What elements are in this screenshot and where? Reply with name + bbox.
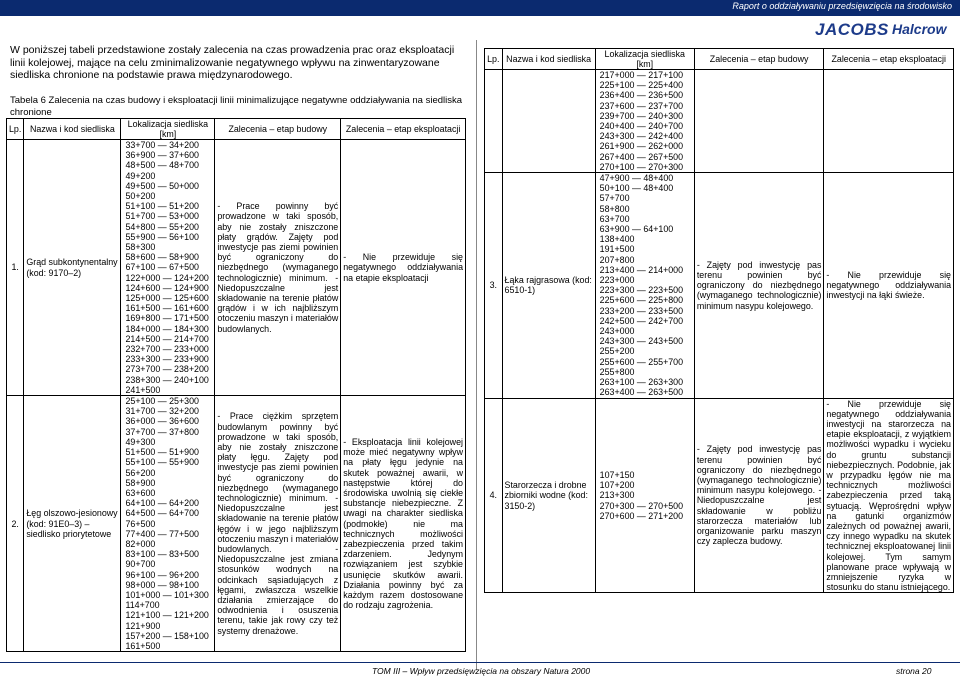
column-divider — [476, 40, 477, 670]
location-item: 56+200 — [125, 467, 156, 478]
habitat-name: Łąka rajgrasowa (kod: 6510-1) — [502, 173, 595, 398]
location-item: 64+500 — 64+700 — [125, 508, 199, 519]
halcrow-logo: Halcrow — [892, 21, 947, 37]
col-lp: Lp. — [485, 49, 503, 70]
location-item: 225+100 — 225+400 — [599, 80, 684, 91]
location-item: 121+900 — [125, 620, 161, 631]
location-item: 267+400 — 267+500 — [599, 151, 684, 162]
location-item: 122+000 — 124+200 — [125, 272, 209, 283]
table-header-row — [485, 49, 954, 70]
location-item: 31+700 — 32+200 — [125, 406, 199, 417]
location-item: 58+300 — [125, 242, 156, 253]
location-item: 51+100 — 51+200 — [125, 201, 199, 212]
table-header-row — [7, 119, 466, 140]
location-item: 37+700 — 37+800 — [125, 426, 199, 437]
location-item: 263+100 — 263+300 — [599, 377, 684, 388]
recommendations-table-left — [6, 118, 466, 652]
location-item: 225+600 — 225+800 — [599, 295, 684, 306]
location-item: 57+700 — [599, 193, 630, 204]
location-item: 54+800 — 55+200 — [125, 221, 199, 232]
location-item: 233+200 — 233+500 — [599, 305, 684, 316]
footer-rule — [0, 662, 960, 663]
location-item: 33+700 — 34+200 — [125, 140, 199, 150]
location-item: 270+300 — 270+500 — [599, 500, 684, 511]
location-item: 243+000 — [599, 326, 635, 337]
location-item: 55+900 — 56+100 — [125, 231, 199, 242]
location-list — [595, 398, 694, 593]
page-number: strona 20 — [896, 666, 932, 676]
table-caption: Tabela 6 Zalecenia na czas budowy i eksploatacji linii minimalizujące negatywne oddziaływania na siedliska chronione — [10, 95, 463, 118]
location-item: 138+400 — [599, 234, 635, 245]
col-build: Zalecenia – etap budowy — [215, 119, 341, 140]
location-item: 169+800 — 171+500 — [125, 313, 209, 324]
location-item: 261+900 — 262+000 — [599, 141, 684, 152]
location-item: 51+500 — 51+900 — [125, 447, 199, 458]
build-recommendation — [694, 70, 824, 173]
col-location: Lokalizacja siedliska [km] — [121, 119, 215, 140]
row-lp: 4. — [485, 398, 503, 593]
location-item: 184+000 — 184+300 — [125, 323, 209, 334]
location-item: 58+900 — [125, 477, 156, 488]
col-build: Zalecenia – etap budowy — [694, 49, 824, 70]
location-item: 107+150 — [599, 469, 635, 480]
operation-recommendation: - Nie przewiduje się negatywnego oddziaływania inwestycji na łąki świeże. — [824, 173, 954, 398]
location-item: 49+300 — [125, 436, 156, 447]
location-item: 64+100 — 64+200 — [125, 498, 199, 509]
location-item: 237+600 — 237+700 — [599, 100, 684, 111]
location-item: 255+800 — [599, 366, 635, 377]
location-item: 207+800 — [599, 254, 635, 265]
location-item: 96+100 — 96+200 — [125, 569, 199, 580]
location-item: 236+400 — 236+500 — [599, 90, 684, 101]
table-row — [485, 70, 954, 173]
location-item: 191+500 — [599, 244, 635, 255]
location-list — [595, 70, 694, 173]
logo-bar — [0, 16, 960, 39]
location-item: 76+500 — [125, 518, 156, 529]
habitat-name: Łęg olszowo-jesionowy (kod: 91E0–3) – siedlisko priorytetowe — [24, 396, 121, 652]
location-item: 55+100 — 55+900 — [125, 457, 199, 468]
row-lp — [485, 70, 503, 173]
location-item: 82+000 — [125, 538, 156, 549]
location-item: 232+700 — 233+000 — [125, 344, 209, 355]
location-item: 67+100 — 67+500 — [125, 262, 199, 273]
row-lp: 1. — [7, 140, 24, 396]
location-item: 98+000 — 98+100 — [125, 579, 199, 590]
location-item: 223+000 — [599, 275, 635, 286]
location-item: 161+500 — [125, 640, 161, 651]
location-item: 124+600 — 124+900 — [125, 282, 209, 293]
operation-recommendation: - Eksploatacja linii kolejowej może mieć negatywny wpływ na płaty łęgu jedynie na skutek poważnej awarii, w następstwie której do środowiska uwolnią się ciekłe substancje niebezpieczne. Z uwagi na charakter siedliska (podmokłe) nie ma technicznych możliwości zabezpieczenia przed takim zdarzeniem. Jedynym rozwiązaniem jest szybkie usunięcie skutków awarii. Działania powinny być za każdym razem dostosowane do rodzaju zagrożenia. — [341, 396, 466, 652]
location-item: 161+500 — 161+600 — [125, 303, 209, 314]
location-item: 90+700 — [125, 559, 156, 570]
location-item: 273+700 — 238+200 — [125, 364, 209, 375]
location-item: 255+600 — 255+700 — [599, 356, 684, 367]
location-list — [121, 140, 215, 396]
location-item: 36+000 — 36+600 — [125, 416, 199, 427]
location-item: 255+200 — [599, 346, 635, 357]
location-item: 213+300 — [599, 490, 635, 501]
location-item: 49+200 — [125, 170, 156, 181]
location-item: 58+600 — 58+900 — [125, 252, 199, 263]
location-item: 48+500 — 48+700 — [125, 160, 199, 171]
location-list — [595, 173, 694, 398]
location-item: 233+300 — 233+900 — [125, 354, 209, 365]
table-row — [485, 398, 954, 593]
operation-recommendation: - Nie przewiduje się negatywnego oddziaływania inwestycji na starorzecza na etapie eksploatacji, z wyjątkiem możliwości wypadku i wycieku do gruntu substancji niebezpiecznych. Podobnie, jak w przypadku łęgów nie ma technicznych możliwości zabezpieczenia przed taką sytuacją. Węprośrędni wpływ na gatunki organizmów zależnych od poważnej awarii, czy innego wypadku na skutek technicznej eksploatowanej linii kolejowej. Tym samym planowane prace wpływają w zmniejszenie ryzyka w stosunku do stanu istniejącego. — [824, 398, 954, 593]
intro-paragraph: W poniższej tabeli przedstawione zostały zalecenia na czas prowadzenia prac oraz eksploatacji linii kolejowej, mające na celu zminimalizowanie negatywnego wpływu na zinwentaryzowane siedliska chronione na podstawie prawa międzynarodowego. — [10, 44, 455, 81]
report-title: Raport o oddziaływaniu przedsięwzięcia na środowisko — [732, 1, 952, 11]
location-item: 270+100 — 270+300 — [599, 161, 684, 172]
col-name: Nazwa i kod siedliska — [502, 49, 595, 70]
report-header-bar — [0, 0, 960, 16]
operation-recommendation: - Nie przewiduje się negatywnego oddziaływania na etapie eksploatacji — [341, 140, 466, 396]
location-item: 125+000 — 125+600 — [125, 293, 209, 304]
location-item: 243+300 — 243+500 — [599, 336, 684, 347]
habitat-name: Starorzecza i drobne zbiorniki wodne (kod: 3150-2) — [502, 398, 595, 593]
col-operation: Zalecenia – etap eksploatacji — [824, 49, 954, 70]
footer-title: TOM III – Wpływ przedsięwzięcia na obszary Natura 2000 — [372, 666, 591, 676]
location-item: 47+900 — 48+400 — [599, 173, 674, 184]
build-recommendation: - Prace powinny być prowadzone w taki sposób, aby nie zostały zniszczone płaty grądów. Zajęty pod inwestycje pas ziemi powinien być ograniczony do niezbędnego (wymaganego technologicznie) minimum. - Niedopuszczalne jest składowanie na terenie płatów grądów i w ich najbliższym otoczeniu maszyn i materiałów budowlanych. — [215, 140, 341, 396]
location-item: 51+700 — 53+000 — [125, 211, 199, 222]
location-item: 63+900 — 64+100 — [599, 224, 674, 235]
location-item: 50+100 — 48+400 — [599, 183, 674, 194]
location-item: 63+700 — [599, 213, 630, 224]
location-item: 242+500 — 242+700 — [599, 315, 684, 326]
table-row — [7, 396, 466, 652]
col-lp: Lp. — [7, 119, 24, 140]
recommendations-table-right — [484, 48, 954, 593]
location-item: 36+900 — 37+600 — [125, 150, 199, 161]
location-item: 114+700 — [125, 600, 160, 611]
build-recommendation: - Zajęty pod inwestycję pas terenu powinien być ograniczony do niezbędnego (wymaganego technologicznie) minimum nasypu kolejowego. - Niedopuszczalne jest składowanie w pobliżu starorzecza materiałów lub organizowanie parku maszyn czy zaplecza budowy. — [694, 398, 824, 593]
location-item: 83+100 — 83+500 — [125, 549, 199, 560]
location-item: 25+100 — 25+300 — [125, 396, 199, 407]
build-recommendation: - Zajęty pod inwestycję pas terenu powinien być ograniczony do niezbędnego (wymaganego technologicznie) minimum nasypu kolejowego. — [694, 173, 824, 398]
row-lp: 3. — [485, 173, 503, 398]
location-item: 50+200 — [125, 191, 156, 202]
location-item: 240+400 — 240+700 — [599, 121, 684, 132]
location-item: 157+200 — 158+100 — [125, 630, 209, 641]
location-list — [121, 396, 215, 652]
jacobs-logo: JACOBS — [815, 20, 889, 39]
col-name: Nazwa i kod siedliska — [24, 119, 121, 140]
location-item: 49+500 — 50+000 — [125, 180, 199, 191]
location-item: 58+800 — [599, 203, 630, 214]
location-item: 214+500 — 214+700 — [125, 333, 209, 344]
location-item: 238+300 — 240+100 — [125, 374, 209, 385]
location-item: 77+400 — 77+500 — [125, 528, 199, 539]
col-operation: Zalecenia – etap eksploatacji — [341, 119, 466, 140]
location-item: 213+400 — 214+000 — [599, 264, 684, 275]
table-row — [485, 173, 954, 398]
location-item: 107+200 — [599, 480, 635, 491]
location-item: 263+400 — 263+500 — [599, 387, 684, 398]
location-item: 243+300 — 242+400 — [599, 131, 684, 142]
build-recommendation: - Prace ciężkim sprzętem budowlanym powinny być prowadzone w taki sposób, aby nie zostały zniszczone płaty łęgu. Zajęty pod inwestycje pas ziemi powinien być ograniczony do niezbędnego (wymaganego technologicznie) minimum. - Niedopuszczalne jest składowanie na terenie płatów łęgów i w jego najbliższym otoczeniu maszyn i materiałów budowlanych. - Niedopuszczalne jest zmiana stosunków wodnych na odcinkach sąsiadujących z łęgami, zwłaszcza wszelkie działania zmierzające do odwodnienia i osuszenia terenu, takie jak rowy czy też systemy drenażowe. — [215, 396, 341, 652]
table-row — [7, 140, 466, 396]
operation-recommendation — [824, 70, 954, 173]
row-lp: 2. — [7, 396, 24, 652]
location-item: 101+000 — 101+300 — [125, 589, 209, 600]
location-item: 217+000 — 217+100 — [599, 70, 684, 80]
location-item: 63+600 — [125, 487, 156, 498]
habitat-name — [502, 70, 595, 173]
location-item: 223+300 — 223+500 — [599, 285, 684, 296]
col-location: Lokalizacja siedliska [km] — [595, 49, 694, 70]
location-item: 270+600 — 271+200 — [599, 510, 684, 521]
habitat-name: Grąd subkontynentalny (kod: 9170–2) — [24, 140, 121, 396]
location-item: 239+700 — 240+300 — [599, 110, 684, 121]
location-item: 121+100 — 121+200 — [125, 610, 209, 621]
location-item: 241+500 — [125, 384, 161, 395]
